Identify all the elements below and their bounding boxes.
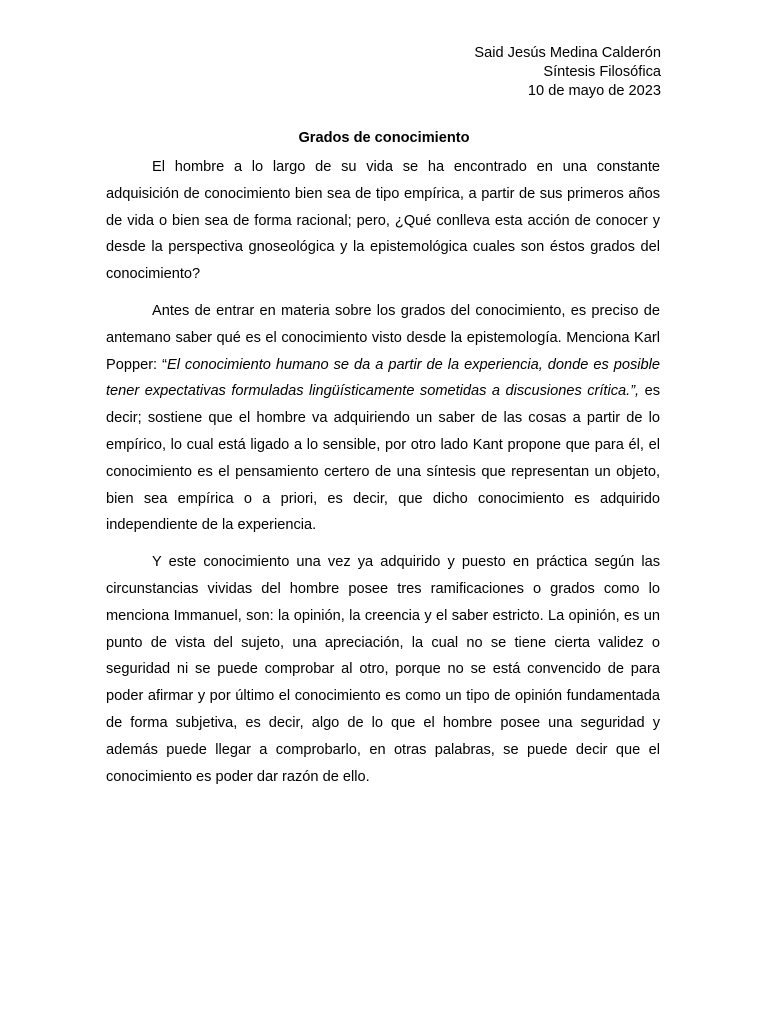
popper-quote: El conocimiento humano se da a partir de la experiencia, donde es posible tener expectativas formuladas lingüísticamente sometidas a discusiones crítica.”,: [106, 356, 660, 400]
document-title: Grados de conocimiento: [298, 130, 470, 146]
paragraph-3: Y este conocimiento una vez ya adquirido y puesto en práctica según las circunstancias vividas del hombre posee tres ramificaciones o grados como lo menciona Immanuel, son: la opinión, la creencia y el saber estricto. La opinión, es un punto de vista del sujeto, una apreciación, la cual no se tiene cierta validez o seguridad ni se puede comprobar al otro, porque no se está convencido de para poder afirmar y por último el conocimiento es como un tipo de opinión fundamentada de forma subjetiva, es decir, algo de lo que el hombre posee una seguridad y además puede llegar a comprobarlo, en otras palabras, se puede decir que el conocimiento es poder dar razón de ello.: [106, 554, 660, 785]
document-body: [106, 154, 660, 800]
paragraph-2-intro: Antes de entrar en materia sobre los grados del conocimiento, es preciso de antemano saber qué es el conocimiento visto desde la epistemología. Menciona Karl Popper: “: [106, 302, 660, 373]
course-name: Síntesis Filosófica: [543, 64, 661, 80]
author-name: Said Jesús Medina Calderón: [474, 45, 661, 61]
paragraph-1: El hombre a lo largo de su vida se ha encontrado en una constante adquisición de conocimiento bien sea de tipo empírica, a partir de sus primeros años de vida o bien sea de forma racional; pero, ¿Qué conlleva esta acción de conocer y desde la perspectiva gnoseológica y la epistemológica cuales son éstos grados del conocimiento?: [106, 159, 660, 283]
paragraph-2: [106, 298, 660, 539]
document-date: 10 de mayo de 2023: [527, 83, 661, 99]
document-header: [474, 44, 661, 101]
paragraph-2-rest: es decir; sostiene que el hombre va adquiriendo un saber de las cosas a partir de lo empírico, lo cual está ligado a lo sensible, por otro lado Kant propone que para él, el conocimiento es el pensamiento certero de una síntesis que representan un objeto, bien sea empírica o a priori, es decir, que dicho conocimiento es adquirido independiente de la experiencia.: [106, 383, 661, 534]
